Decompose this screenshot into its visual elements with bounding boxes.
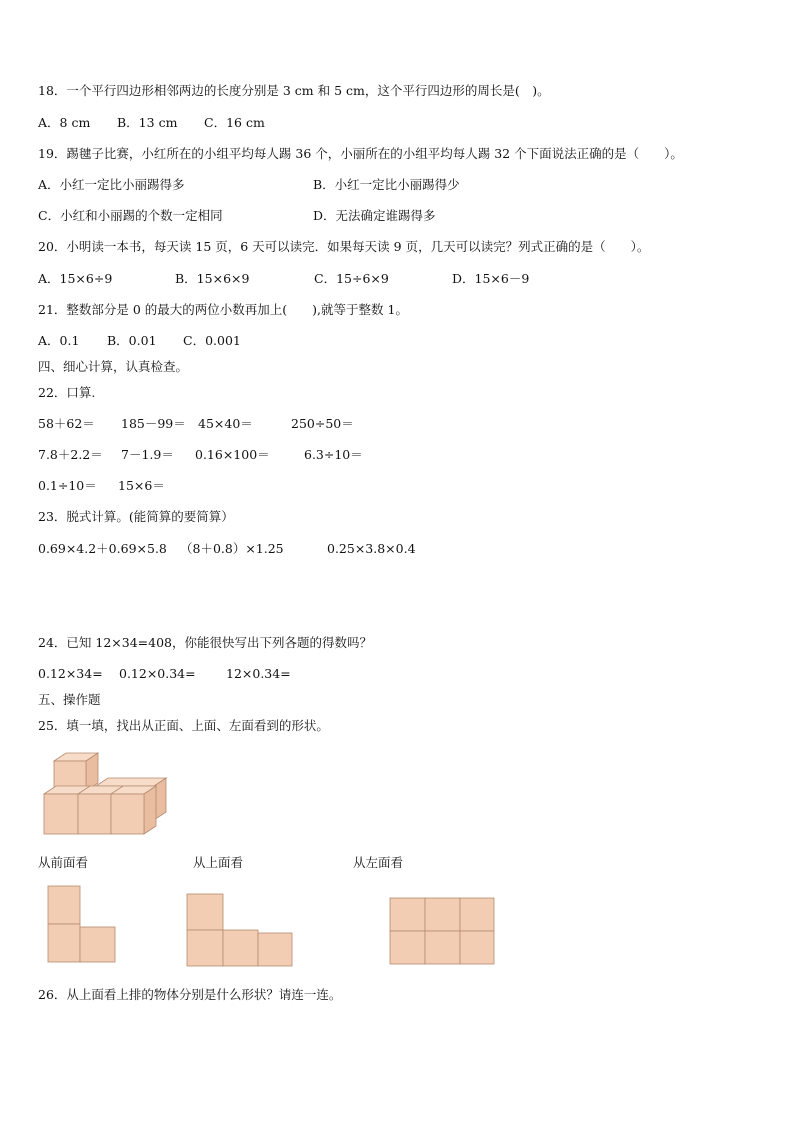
q22-item: 0.16×100＝ — [195, 447, 270, 462]
question-19-stem: 19．踢毽子比赛，小红所在的小组平均每人踢 36 个，小丽所在的小组平均每人踢 32 个下面说法正确的是（ ）。 — [38, 146, 683, 161]
q22-item: 7－1.9＝ — [121, 447, 174, 462]
q19-option-d: D．无法确定谁踢得多 — [313, 208, 436, 223]
q19-option-b: B．小红一定比小丽踢得少 — [313, 177, 460, 192]
question-24-stem: 24．已知 12×34=408，你能很快写出下列各题的得数吗？ — [38, 635, 372, 650]
q18-option-c: C．16 cm — [204, 115, 265, 130]
left-view-shape — [389, 897, 497, 967]
q22-item: 250÷50＝ — [291, 416, 354, 431]
section-4-heading: 四、细心计算，认真检查。 — [38, 359, 189, 374]
q22-item: 7.8＋2.2＝ — [38, 447, 103, 462]
cube-arrangement-figure — [40, 748, 180, 843]
view-left-label: 从左面看 — [353, 855, 404, 870]
q24-item: 0.12×0.34= — [119, 666, 196, 681]
q23-item: （8＋0.8）×1.25 — [180, 541, 284, 556]
q22-item: 15×6＝ — [118, 478, 165, 493]
q22-item: 58＋62＝ — [38, 416, 95, 431]
q21-option-c: C．0.001 — [183, 333, 241, 348]
question-25-stem: 25．填一填，找出从正面、上面、左面看到的形状。 — [38, 718, 329, 733]
q21-option-a: A．0.1 — [38, 333, 80, 348]
q18-option-b: B．13 cm — [117, 115, 178, 130]
q18-option-a: A．8 cm — [38, 115, 91, 130]
q24-item: 0.12×34= — [38, 666, 103, 681]
q20-option-a: A．15×6÷9 — [38, 271, 113, 286]
q23-item: 0.69×4.2＋0.69×5.8 — [38, 541, 167, 556]
question-21-stem: 21．整数部分是 0 的最大的两位小数再加上( ),就等于整数 1。 — [38, 302, 408, 317]
question-18-stem: 18．一个平行四边形相邻两边的长度分别是 3 cm 和 5 cm，这个平行四边形的周长是( )。 — [38, 83, 550, 98]
top-view-shape — [186, 893, 296, 968]
q24-item: 12×0.34= — [226, 666, 291, 681]
q22-item: 185－99＝ — [121, 416, 186, 431]
question-22-stem: 22．口算. — [38, 385, 96, 400]
q21-option-b: B．0.01 — [107, 333, 157, 348]
q23-item: 0.25×3.8×0.4 — [327, 541, 416, 556]
q22-item: 45×40＝ — [198, 416, 253, 431]
question-20-stem: 20．小明读一本书，每天读 15 页，6 天可以读完．如果每天读 9 页，几天可以读完？列式正确的是（ ）。 — [38, 239, 650, 254]
q20-option-d: D．15×6－9 — [452, 271, 530, 286]
view-top-label: 从上面看 — [193, 855, 244, 870]
q22-item: 6.3÷10＝ — [304, 447, 363, 462]
q19-option-c: C．小红和小丽踢的个数一定相同 — [38, 208, 223, 223]
q20-option-c: C．15÷6×9 — [314, 271, 389, 286]
front-view-shape — [47, 885, 119, 965]
question-23-stem: 23．脱式计算。(能简算的要简算） — [38, 509, 234, 524]
q19-option-a: A．小红一定比小丽踢得多 — [38, 177, 185, 192]
q22-item: 0.1÷10＝ — [38, 478, 97, 493]
view-front-label: 从前面看 — [38, 855, 89, 870]
section-5-heading: 五、操作题 — [38, 692, 101, 707]
question-26-stem: 26．从上面看上排的物体分别是什么形状？请连一连。 — [38, 987, 342, 1002]
q20-option-b: B．15×6×9 — [175, 271, 250, 286]
